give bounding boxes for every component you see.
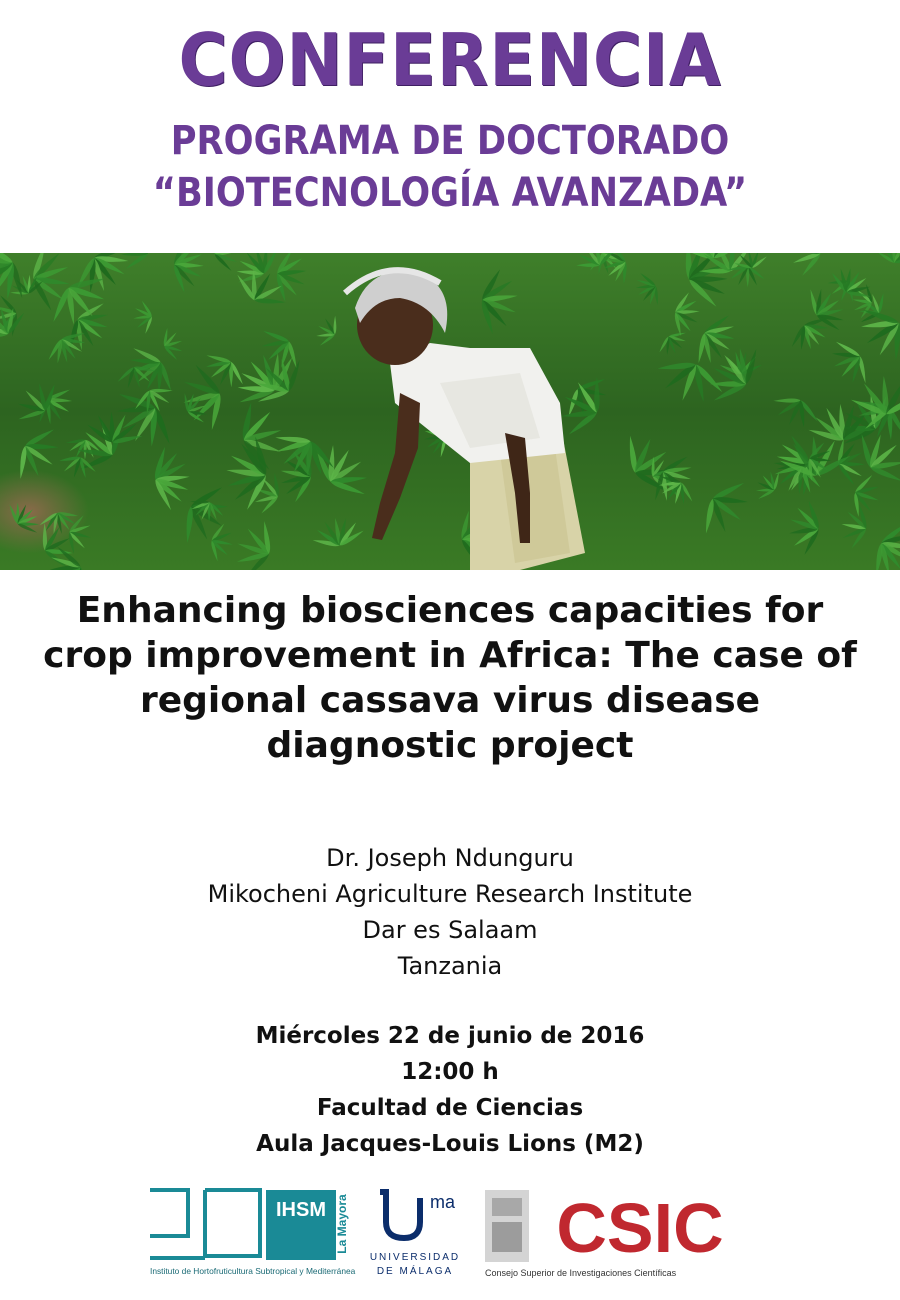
conference-title: CONFERENCIA <box>178 18 722 102</box>
ihsm-acronym: IHSM <box>276 1199 326 1221</box>
csic-acronym: CSIC <box>556 1189 724 1267</box>
uma-caption-2: DE MÁLAGA <box>376 1266 454 1277</box>
uma-caption-1: UNIVERSIDAD <box>369 1252 461 1263</box>
ihsm-side-text: La Mayora <box>335 1194 349 1254</box>
ihsm-logo <box>150 1190 356 1276</box>
uma-logo <box>370 1192 460 1277</box>
speaker-institution: Mikocheni Agriculture Research Institute <box>207 880 693 908</box>
event-details <box>0 1018 900 1162</box>
csic-logo <box>485 1189 724 1278</box>
ihsm-caption: Instituto de Hortofruticultura Subtropical y Mediterránea <box>150 1266 356 1276</box>
event-room: Aula Jacques-Louis Lions (M2) <box>256 1131 644 1157</box>
event-date: Miércoles 22 de junio de 2016 <box>255 1023 645 1049</box>
csic-caption: Consejo Superior de Investigaciones Científicas <box>485 1268 677 1278</box>
uma-mark: ma <box>430 1192 456 1212</box>
speaker-name: Dr. Joseph Ndunguru <box>326 844 574 872</box>
logos-svg <box>0 1180 900 1290</box>
speaker-info <box>0 840 900 984</box>
cassava-field-photo <box>0 253 900 570</box>
event-faculty: Facultad de Ciencias <box>316 1095 584 1121</box>
program-line-1: PROGRAMA DE DOCTORADO <box>170 118 730 164</box>
talk-title: Enhancing biosciences capacities for crop improvement in Africa: The case of regional cassava virus disease diagnostic project <box>43 590 857 766</box>
event-time: 12:00 h <box>401 1059 499 1085</box>
speaker-city: Dar es Salaam <box>362 916 538 944</box>
logos-footer <box>0 1180 900 1290</box>
speaker-country: Tanzania <box>397 952 503 980</box>
photo-illustration <box>0 253 900 570</box>
program-line-2: “BIOTECNOLOGÍA AVANZADA” <box>152 170 748 216</box>
header <box>0 0 900 250</box>
